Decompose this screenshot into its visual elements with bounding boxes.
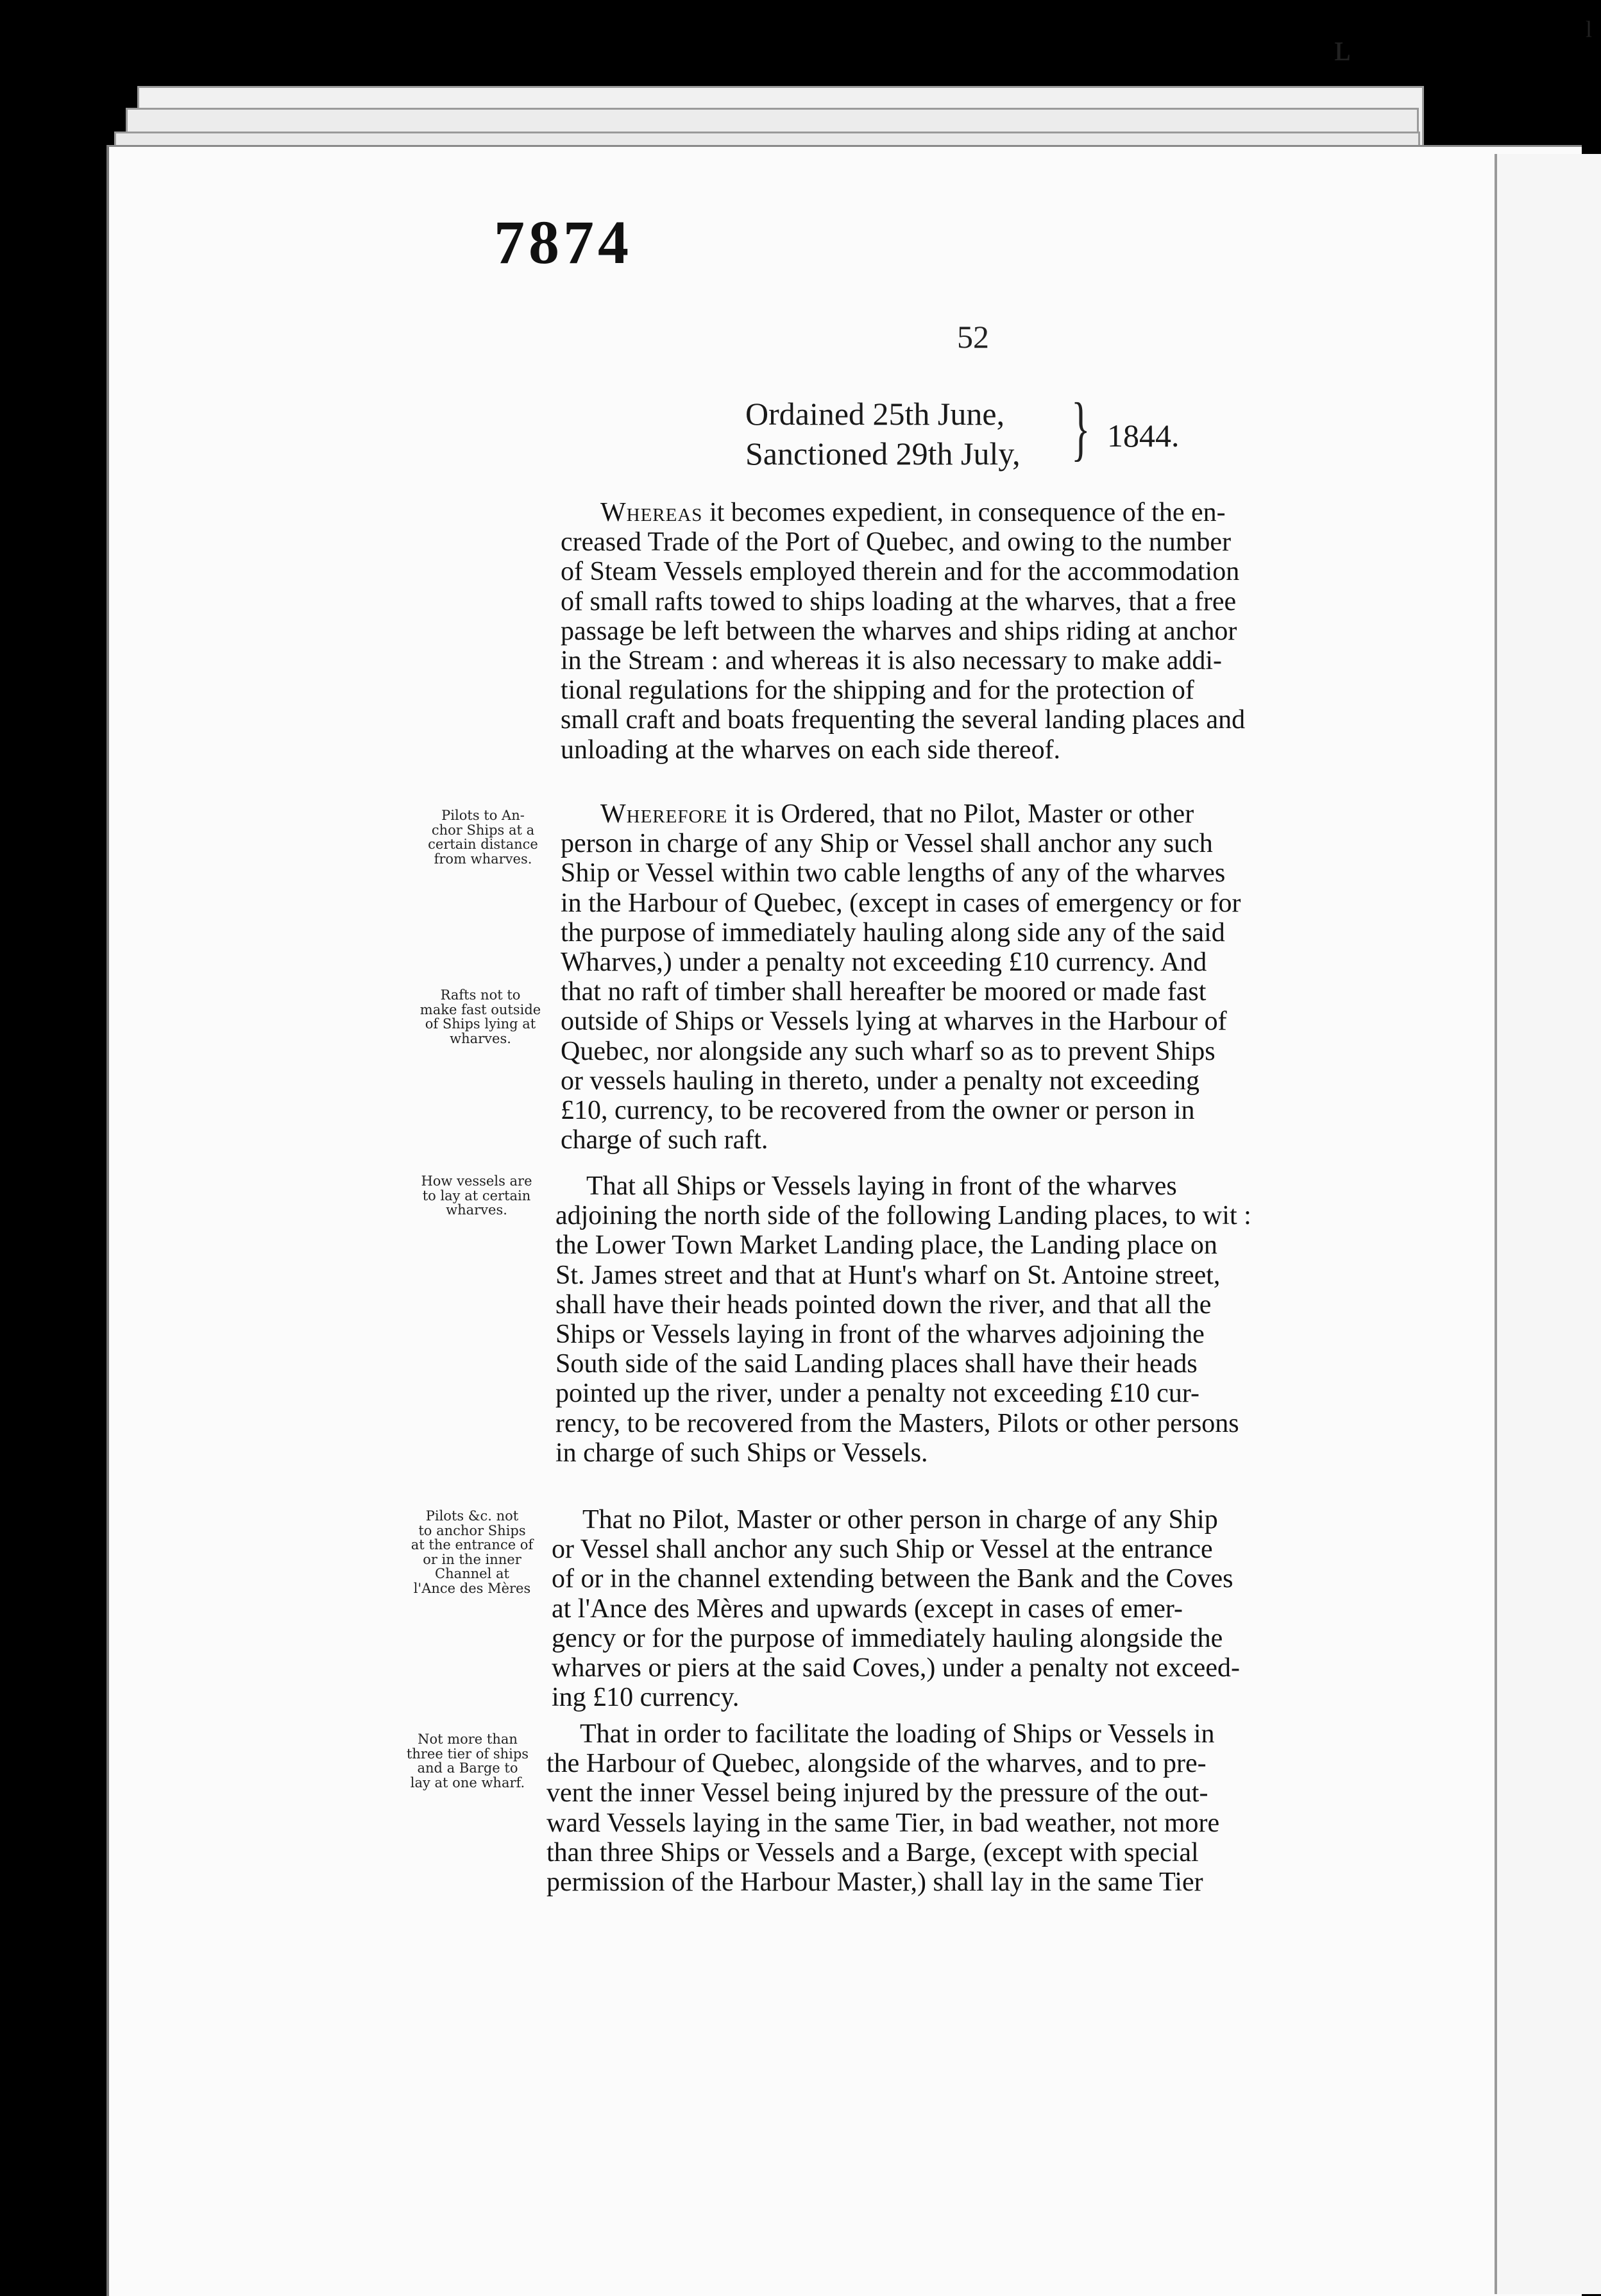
- page-number: 52: [957, 319, 989, 355]
- ordinance-dates: [745, 394, 1021, 473]
- heads-paragraph: [555, 1171, 1361, 1468]
- coves-paragraph: [552, 1505, 1357, 1712]
- paragraph-text: That no Pilot, Master or other person in charge of any Ship or Vessel shall anchor any such Ship or Vessel at the entrance of or in the channel extending between the Bank and the Coves at l'Ance des Mères and upwards (except in cases of emer- gency or for the purpose of immediately hauling alongside the wharves or piers at the said Coves,) under a penalty not exceed- ing £10 currency.: [552, 1505, 1240, 1713]
- margin-note: Pilots to An- chor Ships at a certain distance from wharves.: [428, 808, 538, 867]
- lead-word: Wherefore: [600, 799, 728, 829]
- lead-word: Whereas: [600, 498, 703, 527]
- tier-paragraph: [546, 1719, 1352, 1897]
- date-brace: }: [1071, 389, 1090, 468]
- margin-note: Pilots &c. not to anchor Ships at the entrance of or in the inner Channel at l'Ance des Mères: [411, 1508, 534, 1596]
- document-number: 7874: [494, 208, 632, 276]
- paragraph-text: it is Ordered, that no Pilot, Master or other person in charge of any Ship or Vessel shall anchor any such Ship or Vessel within two cable lengths of any of the wharves in the Harbour of Quebec, (except in cases of emergency or for the purpose of immediately hauling along side any of the said Wharves,) under a penalty not exceeding £10 currency. And that no raft of timber shall hereafter be moored or made fast outside of Ships or Vessels lying at wharves in the Harbour of Quebec, nor alongside any such wharf so as to prevent Ships or vessels hauling in thereto, under a penalty not exceeding £10, currency, to be recovered from the owner or person in charge of such raft.: [561, 799, 1241, 1155]
- date-ordained: Ordained 25th June,: [745, 396, 1005, 432]
- margin-note: Not more than three tier of ships and a Barge to lay at one wharf.: [406, 1731, 529, 1790]
- scan-mark: ʟ: [1334, 26, 1351, 69]
- date-year: 1844.: [1107, 418, 1180, 454]
- adjacent-page-strip: [1495, 154, 1601, 2294]
- paragraph-text: That all Ships or Vessels laying in front of the wharves adjoining the north side of the following Landing places, to wit : the Lower Town Market Landing place, the Landing place on St. James street and that at Hunt's wharf on St. Antoine street, shall have their heads pointed down the river, and that all the Ships or Vessels laying in front of the wharves adjoining the South side of the said Landing places shall have their heads pointed up the river, under a penalty not exceeding £10 cur- rency, to be recovered from the Masters, Pilots or other persons in charge of such Ships or Vessels.: [555, 1171, 1251, 1468]
- scan-mark: ˡ: [1586, 13, 1592, 56]
- date-sanctioned: Sanctioned 29th July,: [745, 436, 1021, 472]
- margin-note: Rafts not to make fast outside of Ships lying at wharves.: [419, 987, 541, 1046]
- order-paragraph: [561, 799, 1369, 1155]
- margin-note: How vessels are to lay at certain wharves.: [421, 1173, 532, 1218]
- paragraph-text: it becomes expedient, in consequence of the en- creased Trade of the Port of Quebec, and owing to the number of Steam Vessels employed therein and for the accommodation of small rafts towed to ships loading at the wharves, that a free passage be left between the wharves and ships riding at anchor in the Stream : and whereas it is also necessary to make addi- tional regulations for the shipping and for the protection of small craft and boats frequenting the several landing places and unloading at the wharves on each side thereof.: [561, 498, 1246, 765]
- preamble-paragraph: [561, 498, 1370, 765]
- paragraph-text: That in order to facilitate the loading of Ships or Vessels in the Harbour of Quebec, alongside of the wharves, and to pre- vent the inner Vessel being injured by the pressure of the out- ward Vessels laying in the same Tier, in bad weather, not more than three Ships or Vessels and a Barge, (except with special permission of the Harbour Master,) shall lay in the same Tier: [546, 1719, 1220, 1898]
